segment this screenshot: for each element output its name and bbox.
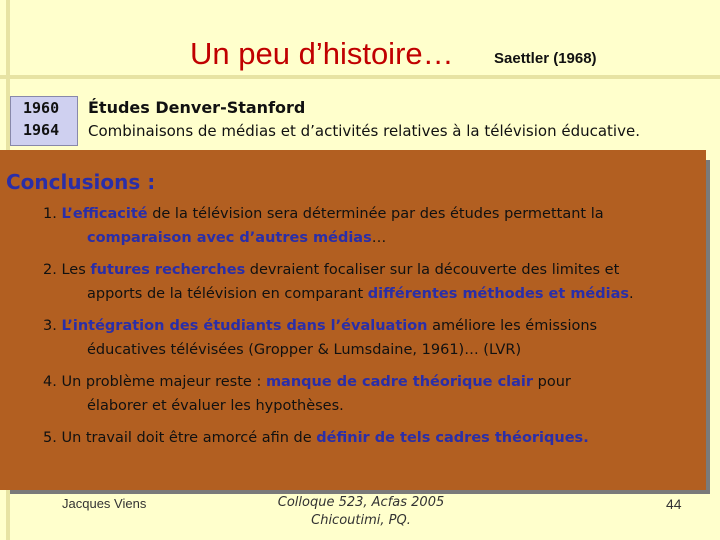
conclusion-item: [43, 426, 698, 450]
conclusion-line2: [43, 226, 698, 250]
highlight-text: L’efficacité: [61, 206, 148, 222]
conclusion-number: 3.: [43, 318, 62, 334]
conclusion-number: 5.: [43, 430, 62, 446]
conclusion-text: éducatives télévisées (Gropper & Lumsdaine, 1961)… (LVR): [87, 342, 522, 358]
conclusion-line2: [43, 282, 698, 306]
footer-event-line1: Colloque 523, Acfas 2005: [277, 495, 445, 510]
top-rule: [0, 75, 720, 79]
years-box: [10, 96, 78, 146]
year-end: 1964: [23, 121, 60, 139]
conclusion-text: élaborer et évaluer les hypothèses.: [87, 398, 344, 414]
conclusion-item: [43, 370, 698, 418]
year-start: 1960: [23, 99, 60, 117]
conclusion-line2: [43, 338, 698, 362]
footer-event-line2: Chicoutimi, PQ.: [311, 513, 411, 528]
highlight-text: définir de tels cadres théoriques.: [316, 430, 589, 446]
slide-subtitle: Saettler (1968): [494, 50, 597, 67]
conclusion-item: [43, 314, 698, 362]
study-description: Combinaisons de médias et d’activités relatives à la télévision éducative.: [88, 122, 640, 140]
conclusion-text: Les: [61, 262, 91, 278]
footer-event: [276, 494, 446, 530]
conclusion-text: Un travail doit être amorcé afin de: [61, 430, 317, 446]
conclusions-heading: Conclusions :: [6, 170, 156, 194]
highlight-text: futures recherches: [90, 262, 246, 278]
conclusion-line2: [43, 394, 698, 418]
highlight-text: comparaison avec d’autres médias: [87, 230, 372, 246]
conclusion-text: améliore les émissions: [427, 318, 598, 334]
conclusion-text: Un problème majeur reste :: [61, 374, 266, 390]
conclusion-number: 2.: [43, 262, 62, 278]
conclusion-number: 1.: [43, 206, 62, 222]
conclusion-text: apports de la télévision en comparant: [87, 286, 368, 302]
page-number: 44: [666, 496, 682, 512]
highlight-text: manque de cadre théorique clair: [265, 374, 534, 390]
conclusion-text: pour: [533, 374, 571, 390]
conclusion-text: …: [371, 230, 387, 246]
highlight-text: L’intégration des étudiants dans l’évaluation: [61, 318, 428, 334]
conclusion-item: [43, 258, 698, 306]
footer-author: Jacques Viens: [62, 496, 147, 511]
conclusion-number: 4.: [43, 374, 62, 390]
conclusion-text: devraient focaliser sur la découverte des limites et: [245, 262, 620, 278]
conclusion-item: [43, 202, 698, 250]
study-title: Études Denver-Stanford: [88, 98, 306, 117]
conclusion-text: .: [629, 286, 634, 302]
panel-shadow: [706, 160, 710, 494]
slide-title: Un peu d’histoire…: [190, 36, 454, 71]
highlight-text: différentes méthodes et médias: [367, 286, 630, 302]
conclusion-text: de la télévision sera déterminée par des études permettant la: [147, 206, 604, 222]
